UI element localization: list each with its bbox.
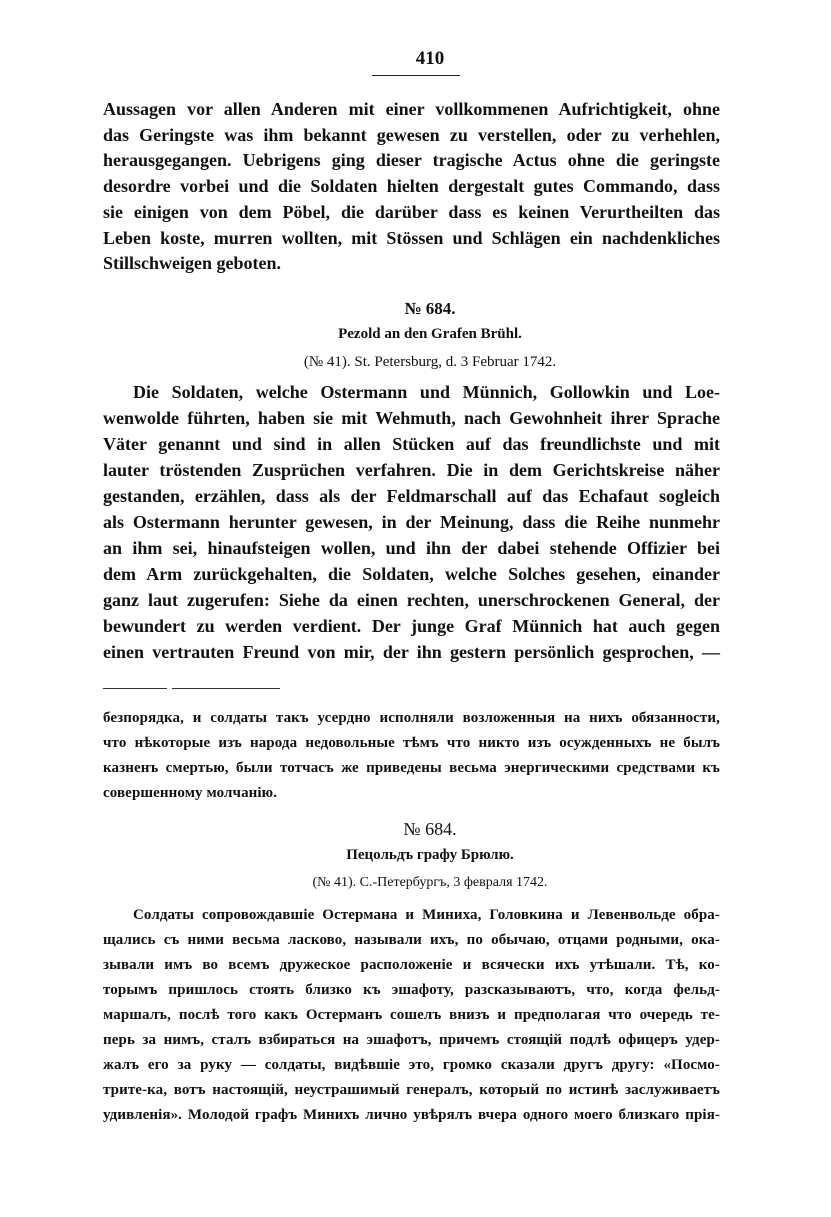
text-line: Солдаты сопровождавшіе Остермана и Миниха, Головкина и Левенвольде обра- [133, 907, 720, 923]
text-line: Aussagen vor allen Anderen mit einer vollkommenen Aufrichtigkeit, ohne [103, 99, 720, 119]
russian-letter-title: Пецольдъ графу Брюлю. [346, 847, 514, 863]
text-line: зывали имъ во всемъ дружеское расположеніе и всячески ихъ утѣшали. Тѣ, ко- [103, 957, 720, 973]
text-line: маршалъ, послѣ того какъ Остерманъ сошелъ внизъ и предполагая что очередь те- [103, 1007, 720, 1023]
page-number-rule [372, 75, 460, 76]
text-line: Leben koste, murren wollten, mit Stössen und Schlägen ein nachdenkliches [103, 227, 720, 248]
text-line: Die Soldaten, welche Ostermann und Münnich, Gollowkin und Loe- [133, 382, 720, 402]
text-line: перь за нимъ, сталъ взбираться на эшафотъ, причемъ стоящій подлѣ офицеръ удер- [103, 1032, 720, 1048]
text-line: Väter genannt und sind in allen Stücken auf das freundlichste und mit [103, 434, 720, 454]
text-line: что нѣкоторые изъ народа недовольные тѣмъ что никто изъ осужденныхъ не былъ [103, 735, 720, 751]
page-number: 410 [415, 48, 445, 69]
text-line: ganz laut zugerufen: Siehe da einen rechten, unerschrockenen General, der [103, 590, 720, 610]
text-line: sie einigen von dem Pöbel, die darüber dass es keinen Verurtheilten das [103, 201, 720, 222]
text-line: bewundert zu werden verdient. Der junge Graf Münnich hat auch gegen [103, 616, 720, 636]
text-line: lauter tröstenden Zusprüchen verfahren. Die in dem Gerichtskreise näher [103, 460, 720, 480]
text-line: казненъ смертью, были тотчасъ же приведены весьма энергическими средствами къ [103, 760, 720, 776]
text-line: gestanden, erzählen, dass als der Feldmarschall auf das Echafaut sogleich [103, 486, 720, 506]
text-line: als Ostermann herunter gewesen, in der Meinung, dass die Reihe nunmehr [103, 512, 720, 532]
footnote-rule-right [172, 688, 280, 689]
russian-document-number: № 684. [403, 819, 457, 839]
russian-dateline: (№ 41). С.-Петербургъ, 3 февраля 1742. [312, 875, 548, 890]
german-document-number: № 684. [404, 299, 456, 318]
text-line: щались съ ними весьма ласково, называли ихъ, по обычаю, отцами родными, ока- [103, 932, 720, 948]
german-dateline: (№ 41). St. Petersburg, d. 3 Februar 1742. [303, 354, 557, 370]
text-line: wenwolde führten, haben sie mit Wehmuth, nach Gewohnheit ihrer Sprache [103, 408, 720, 428]
text-line: einen vertrauten Freund von mir, der ihn gestern persönlich gesprochen, — [103, 642, 720, 662]
text-line: трите-ка, вотъ настоящій, неустрашимый генералъ, который по истинѣ заслуживаетъ [103, 1082, 720, 1098]
text-line: совершенному молчанію. [103, 785, 278, 801]
german-letter-title: Pezold an den Grafen Brühl. [338, 326, 522, 342]
text-line: безпорядка, и солдаты такъ усердно исполняли возложенныя на нихъ обязанности, [103, 710, 720, 726]
text-line: жалъ его за руку — солдаты, видѣвшіе это, громко сказали другъ другу: «Посмо- [103, 1057, 720, 1073]
text-line: das Geringste was ihm bekannt gewesen zu verstellen, oder zu verhehlen, [103, 124, 720, 145]
text-line: dem Arm zurückgehalten, die Soldaten, welche Solches gesehen, einander [103, 564, 720, 584]
text-line: an ihm sei, hinaufsteigen wollen, und ihn der dabei stehende Offizier bei [103, 538, 720, 558]
text-line: herausgegangen. Uebrigens ging dieser tragische Actus ohne die geringste [103, 150, 720, 171]
text-line: торымъ пришлось стоять близко къ эшафоту, разсказываютъ, что, когда фельд- [103, 982, 720, 998]
footnote-rule-left [103, 688, 167, 689]
text-line: Stillschweigen geboten. [103, 253, 281, 274]
text-line: удивленія». Молодой графъ Минихъ лично увѣрялъ вчера одного моего близкаго прія- [103, 1107, 720, 1123]
text-line: desordre vorbei und die Soldaten hielten dergestalt gutes Commando, dass [103, 176, 720, 197]
